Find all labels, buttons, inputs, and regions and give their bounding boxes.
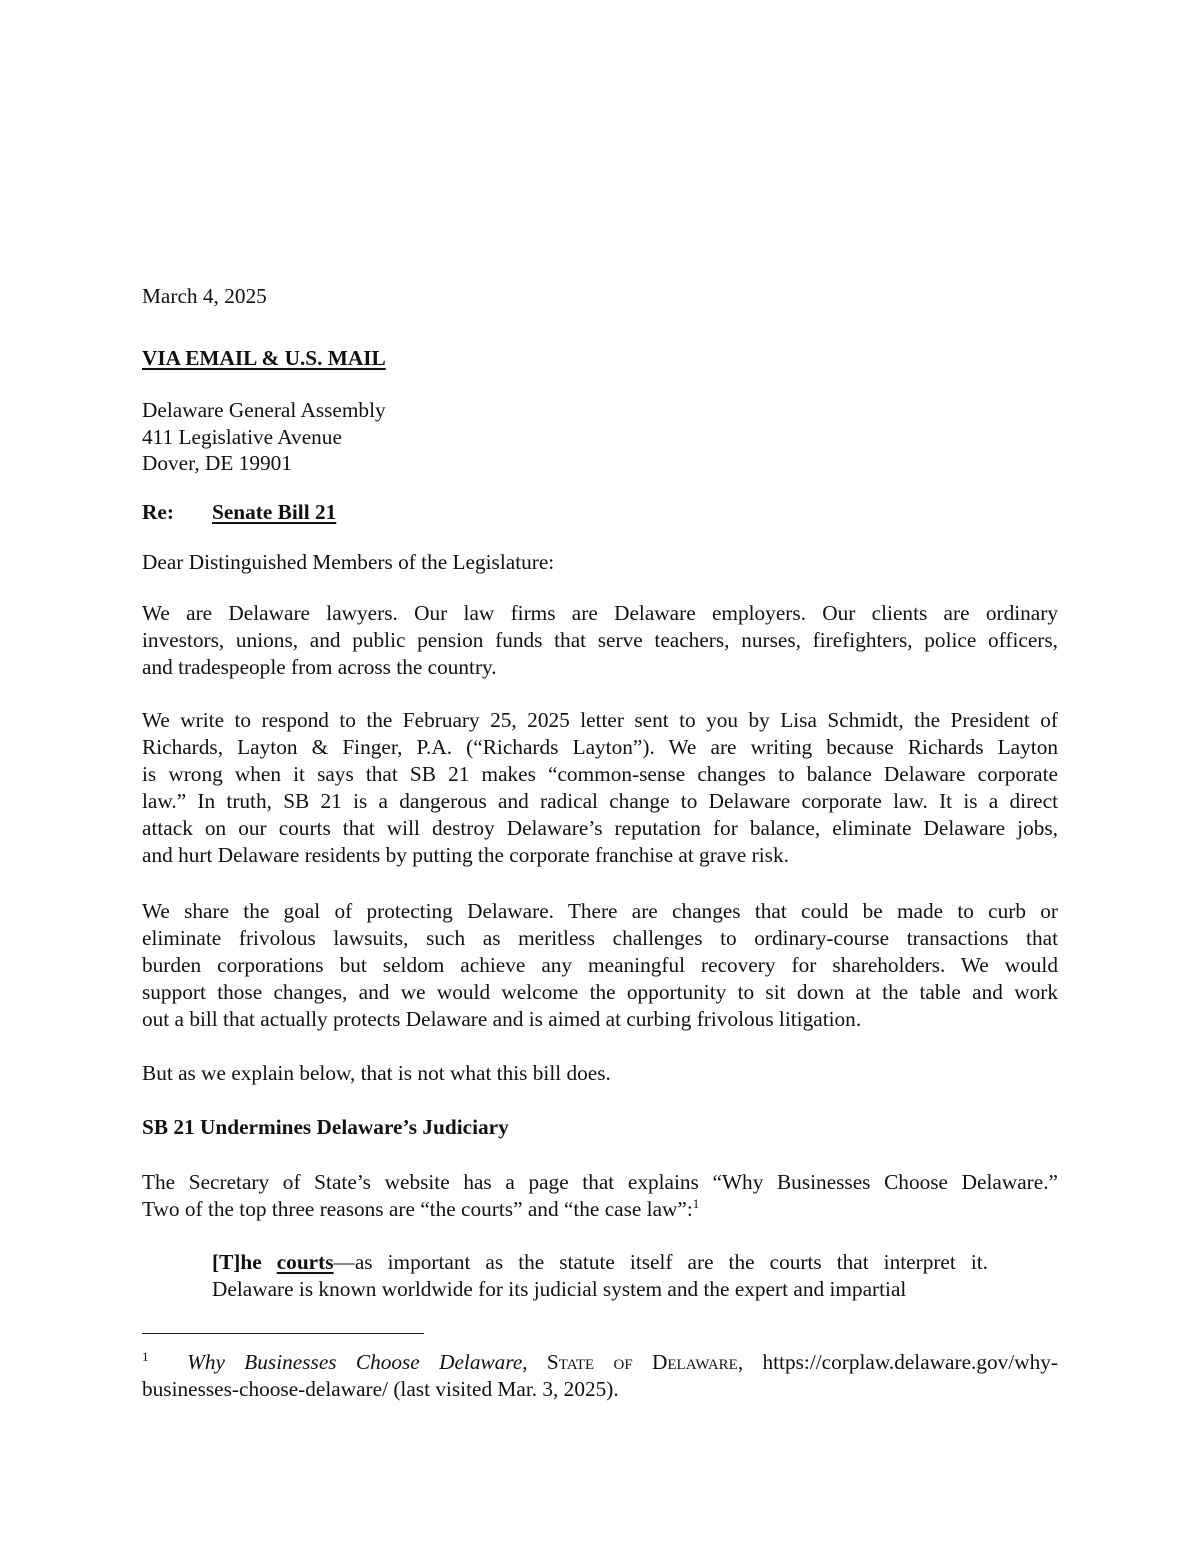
block-quote: [T]he courts—as important as the statute itself are the courts that interpret it. Delaware is known worldwide for its judicial system and the expert and impartial: [212, 1250, 988, 1301]
paragraph-1: We are Delaware lawyers. Our law firms are Delaware employers. Our clients are ordinary investors, unions, and public pension funds that serve teachers, nurses, firefighters, police officers, and tradespeople from across the country.: [142, 601, 1058, 679]
footnote-divider: [142, 1333, 424, 1334]
footnote-1: $^1$ Why Businesses Choose Delaware, State of Delaware, https://corplaw.delaware.gov/why- businesses-choose-delaware/ (last visited Mar. 3, 2025).: [142, 1349, 1058, 1401]
paragraph-4: But as we explain below, that is not what this bill does.: [142, 1061, 611, 1085]
paragraph-5: The Secretary of State’s website has a page that explains “Why Businesses Choose Delaware.” Two of the top three reasons are “the courts” and “the case law”:$^1$: [142, 1170, 1058, 1221]
paragraph-2: We write to respond to the February 25, 2025 letter sent to you by Lisa Schmidt, the President of Richards, Layton & Finger, P.A. (“Richards Layton”). We are writing because Richards Layton is wrong when it says that SB 21 makes “common-sense changes to balance Delaware corporate law.” In truth, SB 21 is a dangerous and radical change to Delaware corporate law. It is a direct attack on our courts that will destroy Delaware’s reputation for balance, eliminate Delaware jobs, and hurt Delaware residents by putting the corporate franchise at grave risk.: [142, 708, 1058, 867]
footnote-reference: 1: [692, 1196, 700, 1211]
letter-date: March 4, 2025: [142, 284, 267, 308]
re-line: Re: Senate Bill 21: [142, 500, 337, 524]
paragraph-3: We share the goal of protecting Delaware. There are changes that could be made to curb or eliminate frivolous lawsuits, such as meritless challenges to ordinary-course transactions that burden corporations but seldom achieve any meaningful recovery for shareholders. We would support those changes, and we would welcome the opportunity to sit down at the table and work out a bill that actually protects Delaware and is aimed at curbing frivolous litigation.: [142, 899, 1058, 1031]
delivery-method: VIA EMAIL & U.S. MAIL: [142, 346, 386, 370]
section-heading: SB 21 Undermines Delaware’s Judiciary: [142, 1115, 509, 1139]
footnote-url: , https://corplaw.delaware.gov/why-: [737, 1350, 1058, 1374]
salutation: Dear Distinguished Members of the Legislature:: [142, 550, 555, 574]
recipient-address: Delaware General Assembly 411 Legislative Avenue Dover, DE 19901: [142, 398, 386, 475]
re-subject: Senate Bill 21: [212, 500, 337, 524]
